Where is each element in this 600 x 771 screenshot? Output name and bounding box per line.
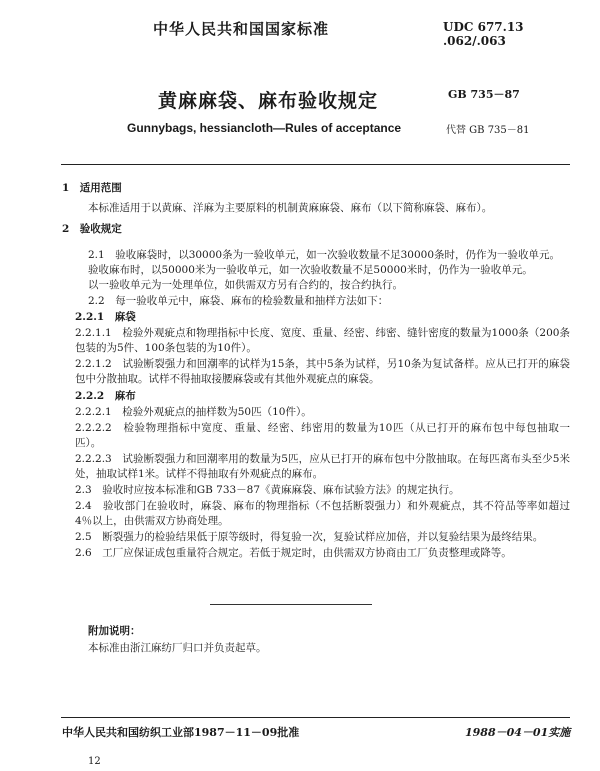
implementation-date: 1988－04－01实施 <box>465 726 571 739</box>
section-1-heading: 1 适用范围 <box>62 182 122 194</box>
section-2-heading: 2 验收规定 <box>62 223 122 235</box>
page-number: 12 <box>88 756 101 767</box>
clause-2-6: 2.6 工厂应保证成包重量符合规定。若低于规定时，由供需双方协商由工厂负责整理或降等。 <box>75 547 512 559</box>
notes-text: 本标准由浙江麻纺厂归口并负责起草。 <box>88 642 267 654</box>
replaces-standard: 代替 GB 735－81 <box>446 125 530 136</box>
clause-2-2-1-1: 2.2.1.1 检验外观疵点和物理指标中长度、宽度、重量、经密、纬密、缝针密度的数量为1000条（200条包装的为5件、100条包装的为10件）。 <box>75 327 570 354</box>
clause-2-1c: 以一验收单元为一处理单位，如供需双方另有合约的，按合约执行。 <box>88 279 403 291</box>
clause-2-2-1-2: 2.2.1.2 试验断裂强力和回潮率的试样为15条，其中5条为试样，另10条为复试备样。应从已打开的麻袋包中分散抽取。试样不得抽取接腰麻袋或有其他外观疵点的麻袋。 <box>75 358 570 385</box>
gb-number: GB 735－87 <box>448 88 520 101</box>
footer-divider <box>61 717 570 718</box>
clause-2-2-1: 2.2.1 麻袋 <box>75 311 136 323</box>
clause-2-1a: 2.1 验收麻袋时，以30000条为一验收单元，如一次验收数量不足30000条时，仍作为一验收单元。 <box>88 249 561 261</box>
document-title: 黄麻麻袋、麻布验收规定 <box>158 90 379 112</box>
clause-2-2-2: 2.2.2 麻布 <box>75 390 136 402</box>
english-title: Gunnybags, hessiancloth—Rules of acceptance <box>127 121 402 135</box>
clause-2-4: 2.4 验收部门在验收时，麻袋、麻布的物理指标（不包括断裂强力）和外观疵点，其不符品等率如超过4％以上，由供需双方协商处理。 <box>75 500 570 527</box>
standard-name: 中华人民共和国国家标准 <box>153 20 330 38</box>
clause-2-5: 2.5 断裂强力的检验结果低于原等级时，得复验一次，复验试样应加倍，并以复验结果为最终结果。 <box>75 531 544 543</box>
section-1-text: 本标准适用于以黄麻、洋麻为主要原料的机制黄麻麻袋、麻布（以下简称麻袋、麻布）。 <box>88 202 493 214</box>
udc-number: UDC 677.13 .062/.063 <box>443 20 524 48</box>
header-divider <box>61 164 570 165</box>
clause-2-2-2-3: 2.2.2.3 试验断裂强力和回潮率用的数量为5匹，应从已打开的麻布包中分散抽取。在每匹离布头至少5米处，抽取试样1米。试样不得抽取有外观疵点的麻布。 <box>75 453 570 480</box>
clause-2-3: 2.3 验收时应按本标准和GB 733－87《黄麻麻袋、麻布试验方法》的规定执行。 <box>75 484 460 496</box>
clause-2-2: 2.2 每一验收单元中，麻袋、麻布的检验数量和抽样方法如下： <box>88 295 389 307</box>
notes-heading: 附加说明： <box>88 625 141 637</box>
approval-line: 中华人民共和国纺织工业部1987－11－09批准 <box>62 726 300 739</box>
clause-2-2-2-1: 2.2.2.1 检验外观疵点的抽样数为50匹（10件）。 <box>75 406 312 418</box>
clause-2-2-2-2: 2.2.2.2 检验物理指标中宽度、重量、经密、纬密用的数量为10匹（从已打开的麻布包中每包抽取一匹）。 <box>75 422 570 449</box>
notes-divider <box>210 604 372 605</box>
clause-2-1b: 验收麻布时，以50000米为一验收单元，如一次验收数量不足50000米时，仍作为一验收单元。 <box>88 264 533 276</box>
